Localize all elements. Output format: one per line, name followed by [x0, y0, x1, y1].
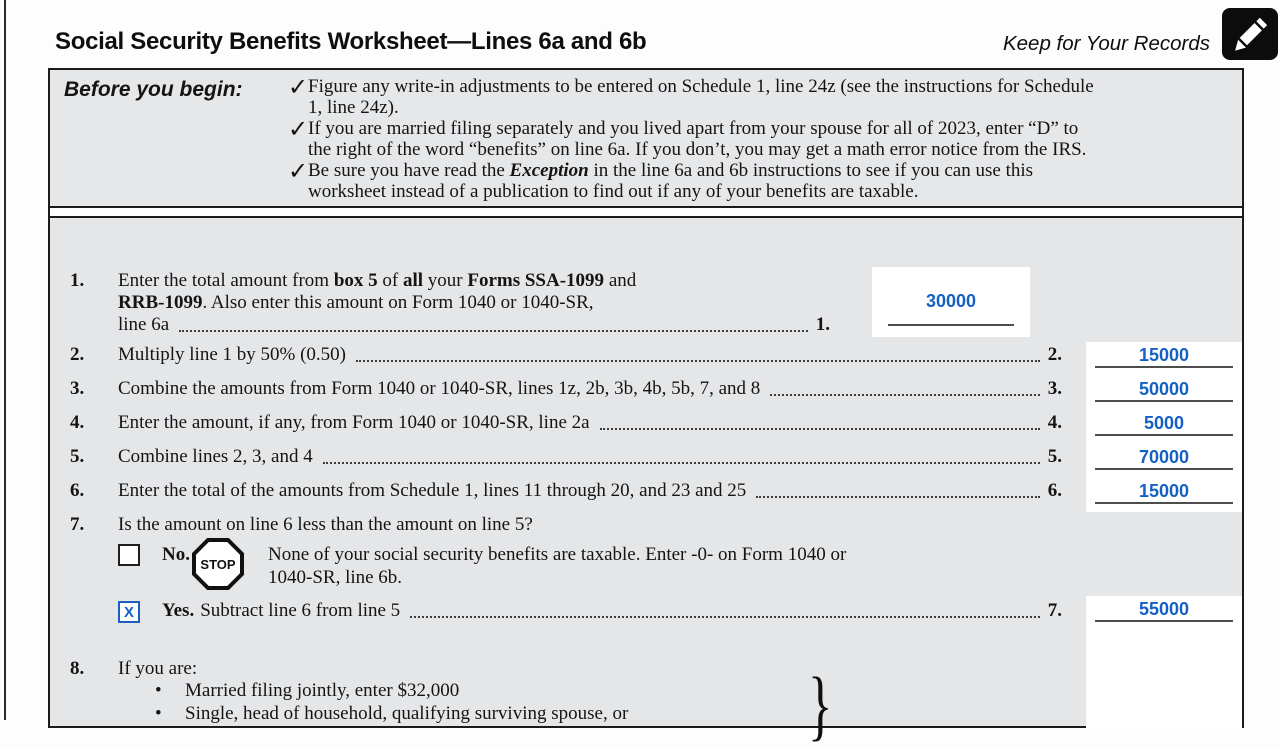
before-item-2-text: If you are married filing separately and you lived apart from your spouse for all of 2023, enter “D” to the right of the word “benefits” on line 6a. If you don’t, you may get a math error notice from the IRS.	[308, 118, 1087, 160]
line-2-text: Multiply line 1 by 50% (0.50)	[118, 344, 346, 365]
dotted-leader	[756, 496, 1039, 498]
line-3-value: 50000	[1138, 379, 1190, 399]
no-checkbox[interactable]	[118, 544, 140, 566]
line-2-entry-field[interactable]	[1086, 342, 1242, 376]
line-8-number: 8.	[70, 658, 85, 679]
left-frame-line	[4, 0, 6, 720]
line-7-question: Is the amount on line 6 less than the amount on line 5?	[118, 514, 533, 535]
line-8-bullet-2: • Single, head of household, qualifying surviving spouse, or	[155, 703, 629, 724]
line-4-text: Enter the amount, if any, from Form 1040 or 1040-SR, line 2a	[118, 412, 590, 433]
exception-emphasis: Exception	[509, 160, 589, 181]
entry-column-line-7	[1086, 596, 1242, 730]
entry-underline	[1095, 366, 1233, 368]
line-1-entry-field[interactable]	[872, 267, 1030, 337]
line-1-ref: 1.	[815, 314, 830, 335]
before-item-1	[288, 76, 1232, 118]
line-3-row: 3. Combine the amounts from Form 1040 or 1040-SR, lines 1z, 2b, 3b, 4b, 5b, 7, and 8 3.	[70, 378, 1062, 399]
line-7-ref: 7.	[1047, 600, 1062, 621]
line-6-text: Enter the total of the amounts from Schedule 1, lines 11 through 20, and 23 and 25	[118, 480, 747, 501]
dotted-leader	[356, 360, 1040, 362]
bullet-icon: •	[155, 680, 162, 701]
line-5-entry-field[interactable]	[1086, 444, 1242, 478]
before-you-begin-label: Before you begin:	[64, 78, 243, 101]
line-3-ref: 3.	[1047, 378, 1062, 399]
line-6-row: 6. Enter the total of the amounts from Schedule 1, lines 11 through 20, and 23 and 25 6.	[70, 480, 1062, 501]
page-title: Social Security Benefits Worksheet—Lines 6a and 6b	[55, 28, 647, 55]
dotted-leader	[323, 462, 1040, 464]
before-item-3	[288, 160, 1232, 202]
entry-underline	[1095, 434, 1233, 436]
line-6-entry-field[interactable]	[1086, 478, 1242, 512]
line-7-number: 7.	[70, 514, 85, 535]
line-4-entry-field[interactable]	[1086, 410, 1242, 444]
dotted-leader	[600, 428, 1040, 430]
line-3-entry-field[interactable]	[1086, 376, 1242, 410]
no-label: No.	[162, 544, 190, 565]
line-2-ref: 2.	[1047, 344, 1062, 365]
yes-checkbox[interactable]	[118, 601, 140, 623]
line-4-ref: 4.	[1047, 412, 1062, 433]
entry-column-lines-2-6	[1086, 342, 1242, 512]
line-1-text: Enter the total amount from box 5 of all your Forms SSA-1099 and RRB-1099. Also enter this amount on Form 1040 or 1040-SR, line 6a 1.	[118, 270, 830, 335]
line-4-row: 4. Enter the amount, if any, from Form 1040 or 1040-SR, line 2a 4.	[70, 412, 1062, 433]
entry-underline	[1095, 620, 1233, 622]
entry-underline	[1095, 468, 1233, 470]
before-you-begin-section	[50, 70, 1242, 208]
line-7-entry-field[interactable]	[1086, 596, 1242, 630]
dotted-leader	[410, 616, 1040, 618]
checkmark-icon: ✓	[288, 117, 309, 143]
line-2-row: 2. Multiply line 1 by 50% (0.50) 2.	[70, 344, 1062, 365]
dotted-leader	[179, 330, 808, 332]
entry-underline	[888, 324, 1014, 326]
line-8-text: If you are:	[118, 658, 198, 679]
before-you-begin-items	[288, 76, 1232, 202]
section-gap	[50, 208, 1242, 216]
section-divider	[50, 216, 1242, 218]
svg-text:STOP: STOP	[200, 557, 236, 572]
entry-underline	[1095, 502, 1233, 504]
line-4-value: 5000	[1143, 413, 1185, 433]
keep-for-records-label: Keep for Your Records	[1002, 32, 1210, 55]
dotted-leader	[770, 394, 1039, 396]
line-6-value: 15000	[1138, 481, 1190, 501]
before-item-2	[288, 118, 1232, 160]
before-item-3-text: Be sure you have read the Exception in the line 6a and 6b instructions to see if you can use this worksheet instead of a publication to find out if any of your benefits are taxable.	[308, 160, 1034, 202]
pencil-icon-glyph	[1229, 13, 1271, 55]
line-6-ref: 6.	[1047, 480, 1062, 501]
line-2-value: 15000	[1138, 345, 1190, 365]
line-1-value: 30000	[925, 291, 977, 311]
line-7-value: 55000	[1138, 599, 1190, 619]
line-5-row: 5. Combine lines 2, 3, and 4 5.	[70, 446, 1062, 467]
line-1-number: 1.	[70, 270, 85, 291]
before-item-1-text: Figure any write-in adjustments to be entered on Schedule 1, line 24z (see the instructions for Schedule 1, line 24z).	[308, 76, 1094, 118]
stop-icon	[190, 536, 246, 597]
yes-text: Subtract line 6 from line 5	[200, 600, 401, 621]
line-8-bullet-1: • Married filing jointly, enter $32,000	[155, 680, 460, 701]
no-description: None of your social security benefits are taxable. Enter -0- on Form 1040 or 1040-SR, line 6b.	[268, 544, 847, 588]
bullet-icon: •	[155, 703, 162, 724]
yes-row	[162, 600, 1062, 622]
checkmark-icon: ✓	[288, 159, 309, 185]
yes-checkbox-mark: X	[123, 603, 134, 621]
line-5-text: Combine lines 2, 3, and 4	[118, 446, 313, 467]
line-5-ref: 5.	[1047, 446, 1062, 467]
worksheet-box	[48, 68, 1244, 748]
entry-underline	[1095, 400, 1233, 402]
grouping-brace: }	[808, 661, 833, 748]
checkmark-icon: ✓	[288, 75, 309, 101]
yes-label: Yes.	[162, 600, 195, 621]
line-3-text: Combine the amounts from Form 1040 or 1040-SR, lines 1z, 2b, 3b, 4b, 5b, 7, and 8	[118, 378, 761, 399]
pencil-icon	[1222, 8, 1278, 60]
line-5-value: 70000	[1138, 447, 1190, 467]
